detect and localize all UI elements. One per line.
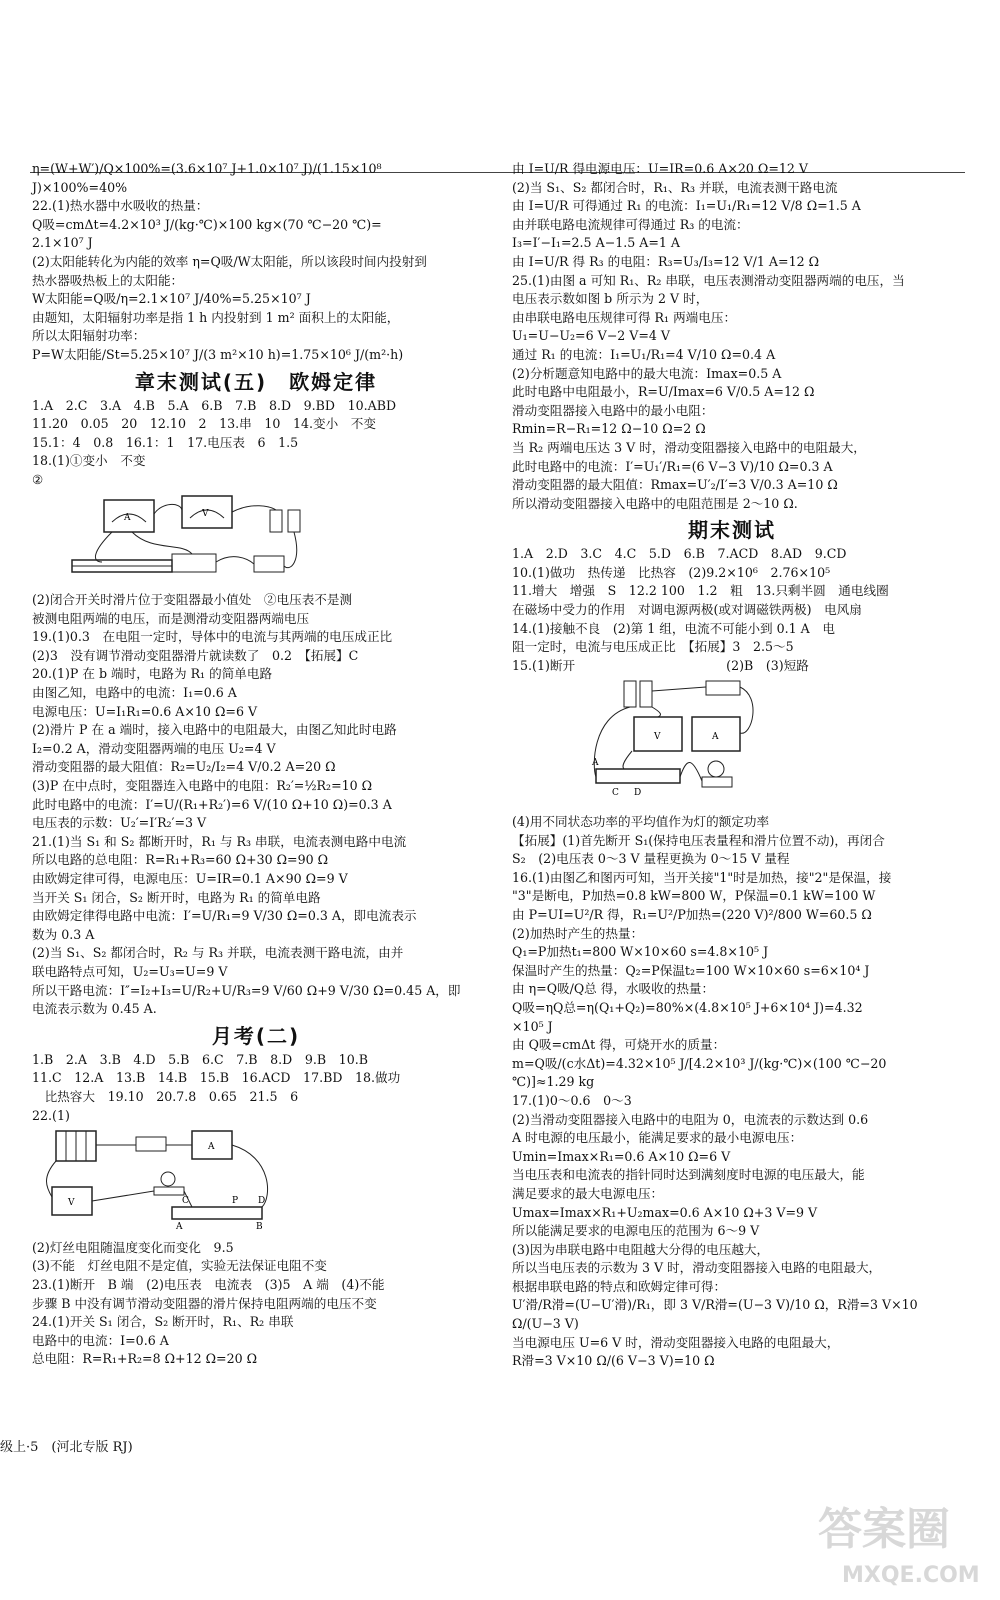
text-line: U₁=U−U₂=6 V−2 V=4 V (512, 328, 671, 344)
answer-lines-block-2 (32, 397, 480, 490)
text-line: 由 Q吸=cmΔt 得，可烧开水的质量： (512, 1037, 726, 1053)
text-line: 当 R₂ 两端电压达 3 V 时，滑动变阻器接入电路中的电阻最大， (512, 439, 866, 455)
text-line: 满足要求的最大电源电压： (512, 1185, 664, 1201)
text-line: 由欧姆定律可得，电源电压：U=IR=0.1 A×90 Ω=9 V (32, 871, 348, 886)
answer-lines-block-3 (32, 591, 480, 1019)
text-line: W太阳能=Q吸/η=2.1×10⁷ J/40%=5.25×10⁷ J (32, 291, 311, 307)
text-line: Q吸=cmΔt=4.2×10³ J/(kg·℃)×100 kg×(70 ℃−20 ℃)= (32, 216, 382, 232)
text-line: 1.A 2.D 3.C 4.C 5.D 6.B 7.ACD 8.AD 9.CD (512, 546, 847, 562)
text-line: 由 I=U/R 得 R₃ 的电阻：R₃=U₃/I₃=12 V/1 A=12 Ω (512, 253, 820, 269)
text-line: (2)分析题意知电路中的最大电流：Imax=0.5 A (512, 365, 782, 381)
text-line: 热水器吸热板上的太阳能： (32, 272, 184, 288)
watermark-line1: 答案圈 (818, 1504, 950, 1555)
section-heading-monthly-test-2: 月考(二) (211, 1023, 301, 1048)
text-line: 此时电路中电阻最小，R=U/Imax=6 V/0.5 A=12 Ω (512, 384, 815, 400)
text-line: Rmin=R−R₁=12 Ω−10 Ω=2 Ω (512, 421, 706, 437)
text-line: (3)不能 灯丝电阻不是定值，实验无法保证电阻不变 (32, 1258, 327, 1274)
text-line: (3)因为串联电路中电阻越大分得的电压越大， (512, 1241, 770, 1257)
text-line: 18.(1)①变小 不变 (32, 453, 146, 469)
text-line: I₃=I′−I₁=2.5 A−1.5 A=1 A (512, 235, 681, 251)
text-line: 由并联电路电流规律可得通过 R₃ 的电流： (512, 216, 749, 232)
text-line: 此时电路中的电流：I′=U/(R₁+R₂′)=6 V/(10 Ω+10 Ω)=0.3 A (32, 796, 392, 812)
text-line: 所以能满足要求的电源电压的范围为 6～9 V (512, 1223, 760, 1239)
svg-text:C: C (182, 1196, 189, 1207)
svg-text:A: A (208, 1142, 215, 1153)
text-line: (2)滑片 P 在 a 端时，接入电路中的电阻最大，由图乙知此时电路 (32, 722, 397, 738)
text-line: η=(W+W′)/Q×100%=(3.6×10⁷ J+1.0×10⁷ J)/(1.15×10⁸ J)×100%=40% (32, 161, 386, 195)
text-line: 2.1×10⁷ J (32, 235, 93, 251)
text-line: 所以滑动变阻器接入电路中的电阻范围是 2～10 Ω. (512, 495, 798, 511)
text-line: (2)加热时产生的热量： (512, 925, 644, 941)
text-line: 11.20 0.05 20 12.10 2 13.串 10 14.变小 不变 (32, 416, 376, 432)
text-line: 【拓展】(1)首先断开 S₁(保持电压表量程和滑片位置不动)，再闭合 (512, 832, 885, 848)
text-line: (2)3 没有调节滑动变阻器滑片就读数了 0.2 【拓展】C (32, 647, 359, 663)
svg-text:V: V (68, 1198, 75, 1209)
text-line: P=W太阳能/St=5.25×10⁷ J/(3 m²×10 h)=1.75×10⁶ J/(m²·h) (32, 346, 404, 362)
text-line: (2)当 S₁、S₂ 都闭合时，R₂ 与 R₃ 并联，电流表测干路电流，由并 (32, 945, 404, 961)
text-line: 由 η=Q吸/Q总 得，水吸收的热量： (512, 981, 715, 997)
text-line: 电流表示数为 0.45 A. (32, 1001, 157, 1017)
answer-lines-block-1 (32, 160, 480, 365)
answer-lines-block-right-3 (512, 813, 952, 1371)
answer-lines-block-right-1 (512, 160, 952, 513)
text-line: 11.增大 增强 S 12.2 100 1.2 粗 13.只剩半圆 通电线圈 (512, 583, 889, 599)
svg-text:D: D (258, 1196, 266, 1207)
text-line: 所以太阳辐射功率： (32, 328, 146, 344)
text-line: Q吸=ηQ总=η(Q₁+Q₂)=80%×(4.8×10⁵ J+6×10⁴ J)=4.32 (512, 999, 863, 1015)
text-line: 被测电阻两端的电压，而是测滑动变阻器两端电压 (32, 610, 310, 626)
svg-text:B: B (256, 1222, 263, 1232)
text-line: 25.(1)由图 a 可知 R₁、R₂ 串联，电压表测滑动变阻器两端的电压，当 (512, 272, 905, 288)
section-heading-chapter-test-5: 章末测试(五) 欧姆定律 (134, 369, 378, 394)
svg-text:A: A (124, 512, 131, 523)
text-line: 当电压表和电流表的指针同时达到满刻度时电源的电压最大，能 (512, 1167, 865, 1183)
text-line: Q₁=P加热t₁=800 W×10×60 s=4.8×10⁵ J (512, 944, 769, 960)
text-line: A 时电源的电压最小，能满足要求的最小电源电压： (512, 1130, 803, 1146)
svg-text:C: C (612, 788, 619, 799)
text-line: 所以当电压表的示数为 3 V 时，滑动变阻器接入电路的电阻最大， (512, 1260, 882, 1276)
text-line: 22.(1)热水器中水吸收的热量： (32, 198, 209, 214)
text-line: 23.(1)断开 B 端 (2)电压表 电流表 (3)5 A 端 (4)不能 (32, 1276, 385, 1292)
text-line: 电源电压：U=I₁R₁=0.6 A×10 Ω=6 V (32, 703, 258, 719)
text-line: 19.(1)0.3 在电阻一定时，导体中的电流与其两端的电压成正比 (32, 629, 393, 645)
text-line: I₂=0.2 A，滑动变阻器两端的电压 U₂=4 V (32, 740, 276, 756)
watermark-line2: MXQE.COM (842, 1563, 980, 1588)
text-line: 由图乙知，电路中的电流：I₁=0.6 A (32, 685, 237, 701)
text-line: (2)当 S₁、S₂ 都闭合时，R₁、R₃ 并联，电流表测干路电流 (512, 179, 838, 195)
text-line: 由 I=U/R 得电源电压：U=IR=0.6 A×20 Ω=12 V (512, 161, 809, 176)
answer-lines-block-4 (32, 1051, 480, 1125)
text-line: 比热容大 19.10 20.7.8 0.65 21.5 6 (32, 1088, 299, 1104)
text-line: 总电阻：R=R₁+R₂=8 Ω+12 Ω=20 Ω (32, 1351, 258, 1367)
text-line: "3"是断电，P加热=0.8 kW=800 W，P保温=0.1 kW=100 W (512, 888, 876, 904)
svg-text:V: V (202, 508, 209, 519)
text-line: 1.A 2.C 3.A 4.B 5.A 6.B 7.B 8.D 9.BD 10.ABD (32, 397, 397, 413)
svg-text:A: A (176, 1222, 183, 1232)
text-line: 15.(1)断开 (2)B (3)短路 (512, 657, 809, 673)
text-line: (2)太阳能转化为内能的效率 η=Q吸/W太阳能，所以该段时间内投射到 (32, 253, 427, 269)
text-line: 24.(1)开关 S₁ 闭合，S₂ 断开时，R₁、R₂ 串联 (32, 1314, 294, 1330)
circuit-figure-18 (32, 492, 372, 584)
text-line: 17.(1)0～0.6 0～3 (512, 1092, 632, 1108)
text-line: 阻一定时，电流与电压成正比 【拓展】3 2.5～5 (512, 639, 794, 655)
text-line: 滑动变阻器接入电路中的最小电阻： (512, 402, 714, 418)
text-line: (2)闭合开关时滑片位于变阻器最小值处 ②电压表不是测 (32, 592, 353, 608)
text-line: 数为 0.3 A (32, 926, 95, 942)
text-line: Umax=Imax×R₁+U₂max=0.6 A×10 Ω+3 V=9 V (512, 1204, 818, 1220)
text-line: 22.(1) (32, 1107, 70, 1123)
text-line: 由题知，太阳辐射功率是指 1 h 内投射到 1 m² 面积上的太阳能， (32, 309, 400, 325)
right-column (512, 160, 952, 1371)
text-line: 在磁场中受力的作用 对调电源两极(或对调磁铁两极) 电风扇 (512, 602, 862, 618)
text-line: Umin=Imax×R₁=0.6 A×10 Ω=6 V (512, 1148, 731, 1164)
text-line: 通过 R₁ 的电流：I₁=U₁/R₁=4 V/10 Ω=0.4 A (512, 346, 776, 362)
text-line: 电压表的示数：U₂′=I′R₂′=3 V (32, 815, 207, 831)
text-line: 21.(1)当 S₁ 和 S₂ 都断开时，R₁ 与 R₃ 串联，电流表测电路中电流 (32, 833, 407, 849)
text-line: m=Q吸/(c水Δt)=4.32×10⁵ J/[4.2×10³ J/(kg·℃)×(100 ℃−20 ℃)]≈1.29 kg (512, 1055, 891, 1090)
svg-text:A: A (712, 732, 719, 743)
circuit-figure-22 (32, 1127, 292, 1231)
text-line: U′滑/R滑=(U−U′滑)/R₁，即 3 V/R滑=(U−3 V)/10 Ω，R滑=3 V×10 Ω/(U−3 V) (512, 1297, 922, 1332)
text-line: (4)用不同状态功率的平均值作为灯的额定功率 (512, 814, 770, 830)
text-line: 14.(1)接触不良 (2)第 1 组，电流不可能小到 0.1 A 电 (512, 620, 835, 636)
text-line: 15.1：4 0.8 16.1：1 17.电压表 6 1.5 (32, 434, 299, 450)
text-line: 根据串联电路的特点和欧姆定律可得： (512, 1278, 727, 1294)
text-line: ② (32, 471, 44, 487)
text-line: 由串联电路电压规律可得 R₁ 两端电压： (512, 309, 737, 325)
text-line: (2)灯丝电阻随温度变化而变化 9.5 (32, 1239, 234, 1255)
text-line: 滑动变阻器的最大阻值：Rmax=U′₂/I′=3 V/0.3 A=10 Ω (512, 477, 838, 493)
text-line: (3)P 在中点时，变阻器连入电路中的电阻：R₂′=½R₂=10 Ω (32, 778, 373, 794)
text-line: 步骤 B 中没有调节滑动变阻器的滑片保持电阻两端的电压不变 (32, 1295, 377, 1311)
text-line: 11.C 12.A 13.B 14.B 15.B 16.ACD 17.BD 18.做功 (32, 1070, 401, 1086)
page-footer: 级上·5 (河北专版 RJ) (0, 1440, 133, 1455)
circuit-figure-15 (512, 677, 812, 805)
text-line: 电压表示数如图 b 所示为 2 V 时， (512, 291, 709, 307)
text-line: 此时电路中的电流：I′=U₁′/R₁=(6 V−3 V)/10 Ω=0.3 A (512, 458, 833, 474)
text-line: 所以干路电流：I″=I₂+I₃=U/R₂+U/R₃=9 V/60 Ω+9 V/30 Ω=0.45 A，即 (32, 982, 461, 998)
svg-text:A: A (592, 758, 599, 769)
text-line: 联电路特点可知，U₂=U₃=U=9 V (32, 963, 228, 979)
text-line: 20.(1)P 在 b 端时，电路为 R₁ 的简单电路 (32, 666, 273, 682)
text-line: 16.(1)由图乙和图丙可知，当开关接"1"时是加热，接"2"是保温，接 (512, 869, 892, 885)
watermark-logo (812, 1482, 988, 1590)
text-line: 当开关 S₁ 闭合，S₂ 断开时，电路为 R₁ 的简单电路 (32, 889, 321, 905)
text-line: 保温时产生的热量：Q₂=P保温t₂=100 W×10×60 s=6×10⁴ J (512, 962, 870, 978)
svg-text:D: D (634, 788, 642, 799)
left-column (32, 160, 480, 1369)
text-line: 滑动变阻器的最大阻值：R₂=U₂/I₂=4 V/0.2 A=20 Ω (32, 759, 336, 775)
text-line: 1.B 2.A 3.B 4.D 5.B 6.C 7.B 8.D 9.B 10.B (32, 1051, 368, 1067)
section-heading-final-exam: 期末测试 (688, 518, 776, 543)
svg-text:V: V (654, 732, 661, 743)
text-line: 由欧姆定律得电路中电流：I′=U/R₁=9 V/30 Ω=0.3 A，即电流表示 (32, 908, 417, 924)
text-line: 当电源电压 U=6 V 时，滑动变阻器接入电路的电阻最大， (512, 1334, 840, 1350)
text-line: ×10⁵ J (512, 1018, 553, 1034)
answer-lines-block-5 (32, 1239, 480, 1369)
svg-text:P: P (232, 1196, 239, 1207)
text-line: 电路中的电流：I=0.6 A (32, 1332, 169, 1348)
answer-lines-block-right-2 (512, 545, 952, 675)
text-line: 由 I=U/R 可得通过 R₁ 的电流：I₁=U₁/R₁=12 V/8 Ω=1.5 A (512, 198, 861, 214)
text-line: S₂ (2)电压表 0～3 V 量程更换为 0～15 V 量程 (512, 851, 790, 867)
text-line: (2)当滑动变阻器接入电路中的电阻为 0，电流表的示数达到 0.6 (512, 1111, 869, 1127)
text-line: 由 P=UI=U²/R 得，R₁=U²/P加热=(220 V)²/800 W=60.5 Ω (512, 907, 872, 922)
text-line: 所以电路的总电阻：R=R₁+R₃=60 Ω+30 Ω=90 Ω (32, 852, 329, 868)
text-line: R滑=3 V×10 Ω/(6 V−3 V)=10 Ω (512, 1353, 715, 1369)
text-line: 10.(1)做功 热传递 比热容 (2)9.2×10⁶ 2.76×10⁵ (512, 564, 831, 580)
